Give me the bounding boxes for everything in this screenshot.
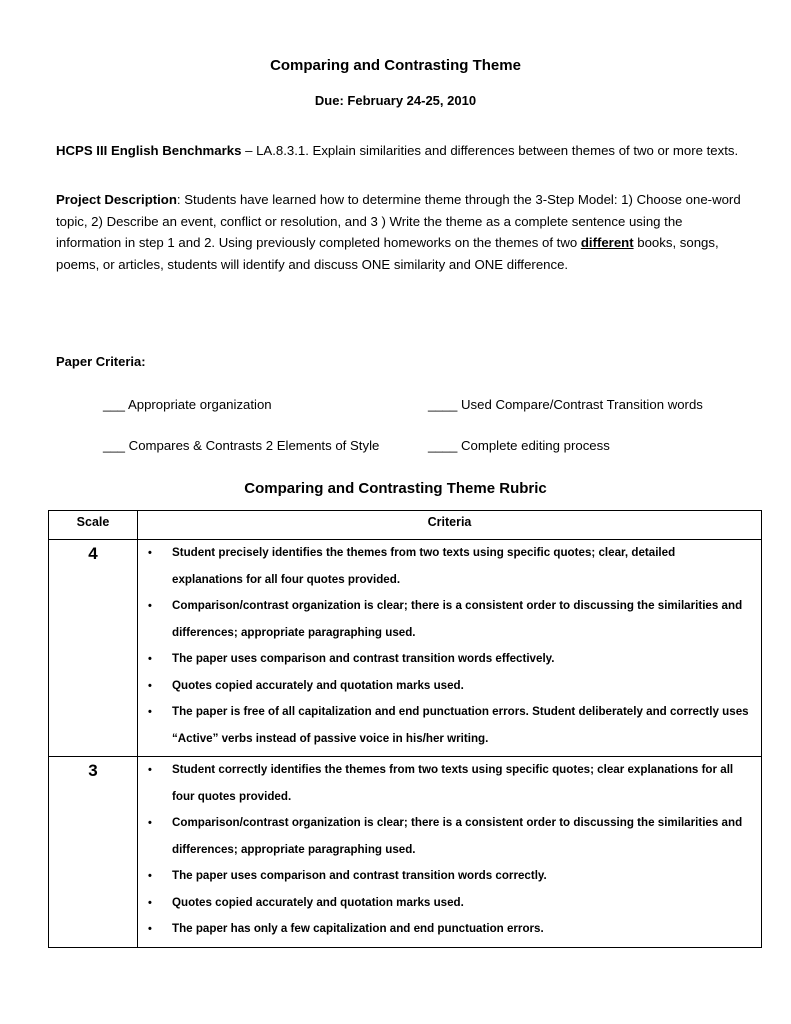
rubric-row-3 bbox=[49, 757, 762, 948]
benchmarks-label: HCPS III English Benchmarks bbox=[56, 143, 242, 158]
bullet-icon: • bbox=[148, 653, 152, 665]
bullet-icon: • bbox=[148, 547, 152, 559]
list-item-text: Quotes copied accurately and quotation marks used. bbox=[172, 895, 464, 909]
list-item-text: The paper uses comparison and contrast transition words effectively. bbox=[172, 652, 555, 665]
list-item bbox=[148, 757, 749, 810]
list-item bbox=[148, 863, 749, 890]
list-item bbox=[148, 646, 749, 673]
list-item-text: Comparison/contrast organization is clear; there is a consistent order to discussing the similarities and differences; appropriate paragraphing used. bbox=[172, 599, 743, 639]
criteria-list bbox=[138, 540, 761, 756]
page-title: Comparing and Contrasting Theme bbox=[270, 57, 521, 74]
rubric-header-row bbox=[49, 511, 762, 540]
bullet-icon: • bbox=[148, 764, 152, 776]
score-cell bbox=[49, 757, 138, 948]
list-item-text: The paper is free of all capitalization and end punctuation errors. Student deliberately and correctly uses “Active” verbs instead of passive voice in his/her writing. bbox=[172, 705, 749, 745]
benchmarks-text: – LA.8.3.1. Explain similarities and differences between themes of two or more texts. bbox=[241, 143, 739, 158]
list-item-text: Quotes copied accurately and quotation marks used. bbox=[172, 678, 464, 692]
rubric-row-4 bbox=[49, 540, 762, 757]
list-item bbox=[148, 699, 749, 752]
list-item-text: The paper has only a few capitalization and end punctuation errors. bbox=[172, 922, 544, 935]
list-item-text: The paper uses comparison and contrast transition words correctly. bbox=[172, 869, 547, 882]
criteria-item: ____ Complete editing process bbox=[428, 438, 610, 453]
bullet-icon: • bbox=[148, 817, 152, 829]
list-item bbox=[148, 593, 749, 646]
list-item-text: Student precisely identifies the themes from two texts using specific quotes; clear, detailed explanations for all four quotes provided. bbox=[172, 546, 676, 586]
score-value: 4 bbox=[88, 544, 98, 563]
bullet-icon: • bbox=[148, 923, 152, 935]
bullet-icon: • bbox=[148, 870, 152, 882]
criteria-list bbox=[138, 757, 761, 947]
list-item-text: Student correctly identifies the themes from two texts using specific quotes; clear explanations for all four quotes provided. bbox=[172, 763, 734, 803]
bullet-icon: • bbox=[148, 600, 152, 612]
rubric-title: Comparing and Contrasting Theme Rubric bbox=[244, 480, 547, 497]
scale-column-header: Scale bbox=[49, 511, 138, 540]
project-description-label: Project Description bbox=[56, 192, 177, 207]
list-item bbox=[148, 890, 749, 917]
bullet-icon: • bbox=[148, 706, 152, 718]
criteria-item: ____ Used Compare/Contrast Transition words bbox=[428, 397, 703, 412]
list-item bbox=[148, 810, 749, 863]
score-value: 3 bbox=[88, 761, 98, 780]
criteria-cell bbox=[138, 540, 762, 757]
score-cell bbox=[49, 540, 138, 757]
list-item bbox=[148, 673, 749, 700]
criteria-item: ___ Appropriate organization bbox=[103, 397, 272, 412]
list-item bbox=[148, 540, 749, 593]
bullet-icon: • bbox=[148, 679, 152, 692]
benchmarks-paragraph bbox=[56, 140, 746, 162]
criteria-column-header: Criteria bbox=[138, 511, 762, 540]
paper-criteria-heading: Paper Criteria: bbox=[56, 354, 146, 369]
due-date: Due: February 24-25, 2010 bbox=[314, 93, 477, 108]
bullet-icon: • bbox=[148, 896, 152, 909]
list-item-text: Comparison/contrast organization is clear; there is a consistent order to discussing the similarities and differences; appropriate paragraphing used. bbox=[172, 816, 743, 856]
criteria-cell bbox=[138, 757, 762, 948]
rubric-table bbox=[48, 510, 762, 948]
emphasis-different: different bbox=[580, 235, 634, 250]
project-description-paragraph bbox=[56, 189, 746, 275]
criteria-item: ___ Compares & Contrasts 2 Elements of Style bbox=[103, 438, 380, 453]
list-item bbox=[148, 916, 749, 943]
project-description-text: : Students have learned how to determine theme through the 3-Step Model: 1) Choose one-word topic, 2) Describe an event, conflict or resolution, and 3 ) Write the theme as a complete sentence using the information in step 1 and 2. Using previously completed homeworks on the themes of two bbox=[56, 192, 741, 250]
project-description-text-end: books, songs, poems, or articles, students will identify and discuss ONE similarity and ONE difference. bbox=[56, 235, 719, 272]
